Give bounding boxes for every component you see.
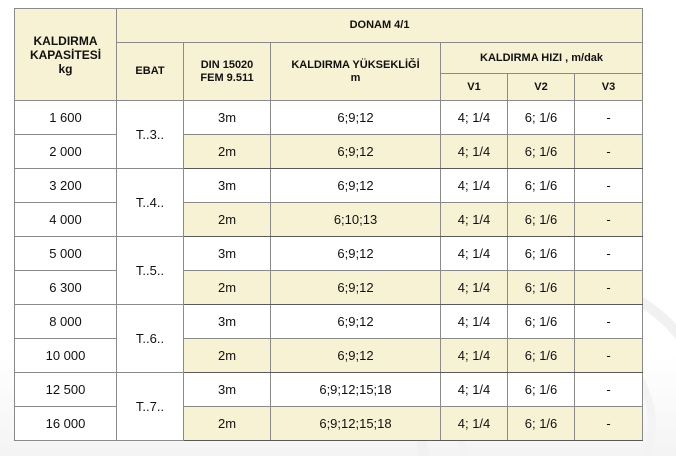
capacity-cell: 12 500 [15,373,117,407]
v2-cell: 6; 1/6 [508,101,575,135]
header-ebat: EBAT [117,43,184,101]
height-cell: 6;9;12 [271,237,441,271]
v1-cell: 4; 1/4 [441,339,508,373]
height-cell: 6;9;12 [271,339,441,373]
capacity-cell: 1 600 [15,101,117,135]
table-row [15,101,643,135]
din-cell: 2m [184,271,271,305]
table-row [15,237,643,271]
v1-cell: 4; 1/4 [441,407,508,441]
ebat-cell: T..6.. [117,305,184,373]
v3-cell: - [575,407,643,441]
table-row [15,373,643,407]
v2-cell: 6; 1/6 [508,407,575,441]
table-row [15,169,643,203]
header-height-line1: KALDIRMA YÜKSEKLİĞİ [291,58,420,71]
v3-cell: - [575,305,643,339]
table-row [15,407,643,441]
header-donam: DONAM 4/1 [117,9,643,43]
header-capacity-line2: KAPASİTESİ [29,47,102,62]
din-cell: 3m [184,305,271,339]
capacity-cell: 6 300 [15,271,117,305]
v2-cell: 6; 1/6 [508,203,575,237]
height-cell: 6;9;12;15;18 [271,407,441,441]
v3-cell: - [575,169,643,203]
v1-cell: 4; 1/4 [441,237,508,271]
height-cell: 6;9;12 [271,305,441,339]
capacity-cell: 16 000 [15,407,117,441]
v3-cell: - [575,373,643,407]
height-cell: 6;9;12 [271,271,441,305]
din-cell: 3m [184,237,271,271]
ebat-cell: T..5.. [117,237,184,305]
header-din [184,43,271,101]
v1-cell: 4; 1/4 [441,373,508,407]
table-row [15,339,643,373]
height-cell: 6;9;12;15;18 [271,373,441,407]
height-cell: 6;9;12 [271,101,441,135]
v3-cell: - [575,203,643,237]
ebat-cell: T..3.. [117,101,184,169]
height-cell: 6;10;13 [271,203,441,237]
header-capacity-line1: KALDIRMA [33,33,98,48]
table-row [15,203,643,237]
header-capacity-unit: kg [58,61,73,76]
capacity-cell: 5 000 [15,237,117,271]
header-v2: V2 [508,74,575,101]
din-cell: 3m [184,101,271,135]
v3-cell: - [575,271,643,305]
din-cell: 3m [184,169,271,203]
header-din-line1: DIN 15020 [200,58,254,71]
v3-cell: - [575,135,643,169]
din-cell: 2m [184,407,271,441]
din-cell: 2m [184,135,271,169]
ebat-cell: T..7.. [117,373,184,441]
height-cell: 6;9;12 [271,135,441,169]
v2-cell: 6; 1/6 [508,135,575,169]
capacity-cell: 3 200 [15,169,117,203]
din-cell: 3m [184,373,271,407]
v1-cell: 4; 1/4 [441,305,508,339]
v1-cell: 4; 1/4 [441,101,508,135]
capacity-cell: 10 000 [15,339,117,373]
spec-table [14,8,643,441]
v3-cell: - [575,237,643,271]
table-row [15,271,643,305]
v1-cell: 4; 1/4 [441,203,508,237]
din-cell: 2m [184,339,271,373]
header-din-line2: FEM 9.511 [200,71,254,84]
v2-cell: 6; 1/6 [508,237,575,271]
table-row [15,135,643,169]
din-cell: 2m [184,203,271,237]
v2-cell: 6; 1/6 [508,271,575,305]
table-row [15,305,643,339]
capacity-cell: 4 000 [15,203,117,237]
v1-cell: 4; 1/4 [441,271,508,305]
height-cell: 6;9;12 [271,169,441,203]
v1-cell: 4; 1/4 [441,169,508,203]
capacity-cell: 8 000 [15,305,117,339]
v1-cell: 4; 1/4 [441,135,508,169]
v2-cell: 6; 1/6 [508,169,575,203]
v2-cell: 6; 1/6 [508,305,575,339]
v2-cell: 6; 1/6 [508,339,575,373]
header-v1: V1 [441,74,508,101]
header-capacity [15,9,117,101]
v3-cell: - [575,339,643,373]
capacity-cell: 2 000 [15,135,117,169]
header-height-unit: m [350,71,361,84]
ebat-cell: T..4.. [117,169,184,237]
header-v3: V3 [575,74,643,101]
header-height [271,43,441,101]
v2-cell: 6; 1/6 [508,373,575,407]
v3-cell: - [575,101,643,135]
header-speed: KALDIRMA HIZI , m/dak [441,43,643,74]
